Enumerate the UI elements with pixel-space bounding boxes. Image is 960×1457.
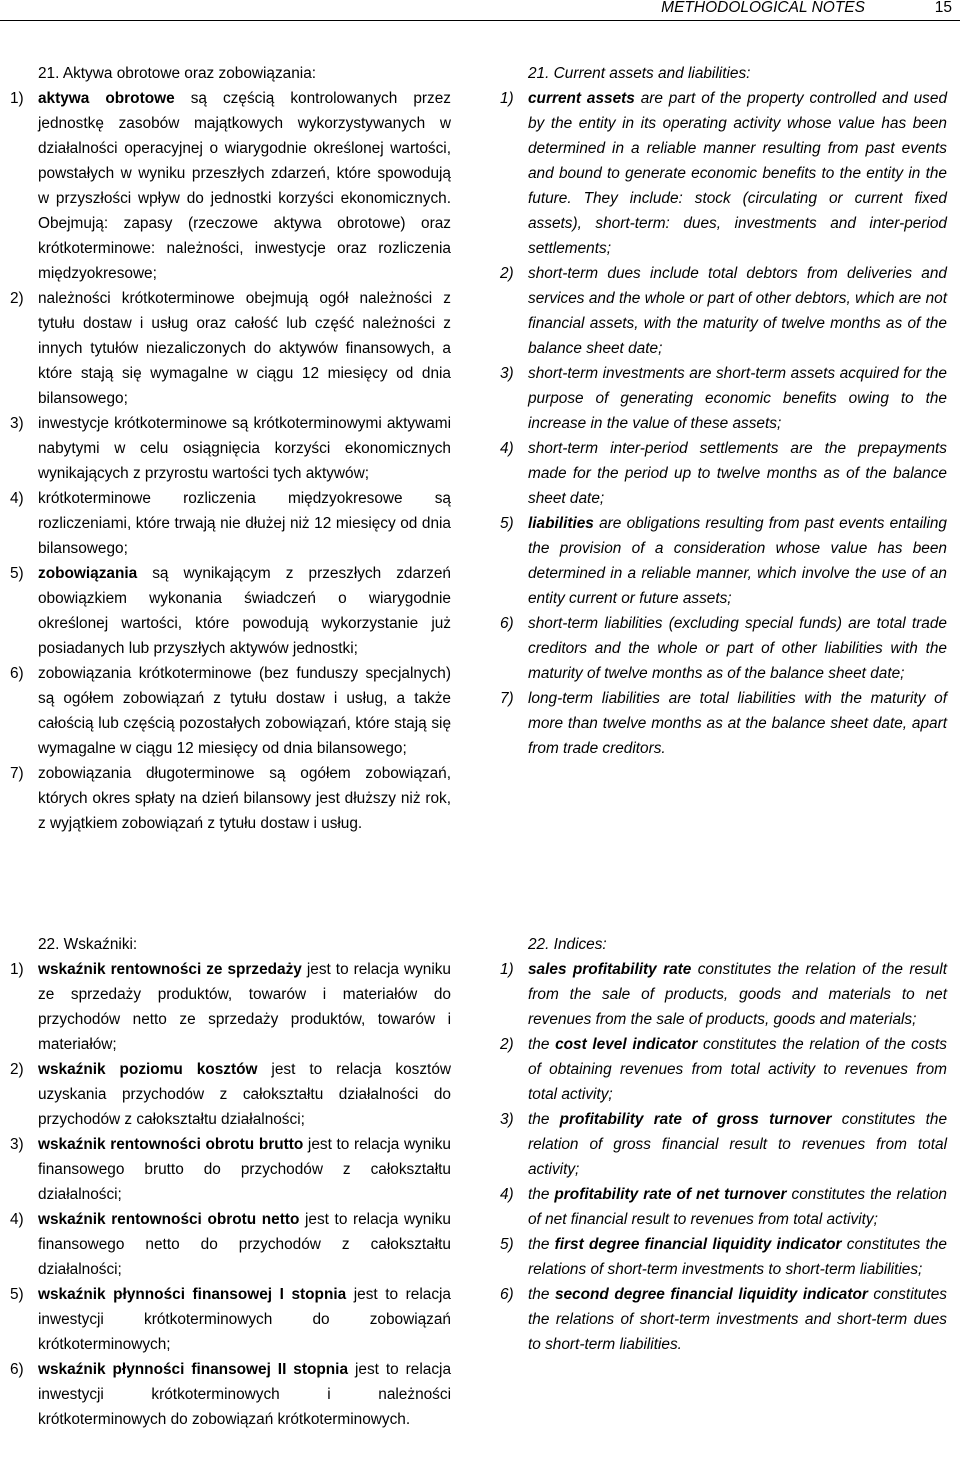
list-item <box>10 486 451 561</box>
section-heading: 21. Current assets and liabilities: <box>528 65 751 82</box>
item-number: 3) <box>10 1136 24 1153</box>
list-item <box>10 286 451 411</box>
item-number: 2) <box>500 1036 514 1053</box>
term: first degree financial liquidity indicator <box>554 1236 842 1253</box>
term: current assets <box>528 90 635 107</box>
item-text: short-term dues include total debtors from deliveries and services and the whole or part of other debtors, which are not financial assets, with the maturity of twelve months as of the balance sheet date; <box>528 265 947 357</box>
term: liabilities <box>528 515 594 532</box>
list-item <box>10 1207 451 1282</box>
definition: constitutes the relations of short-term investments to short-term liabilities; <box>528 1236 947 1278</box>
list-item <box>10 561 451 661</box>
item-text <box>528 86 947 261</box>
section-22-en <box>500 932 947 1357</box>
term: cost level indicator <box>555 1036 698 1053</box>
article: the <box>528 1036 556 1053</box>
list-item <box>500 86 947 261</box>
definition: constitutes the relation of gross financial result to revenues from total activity; <box>528 1111 948 1178</box>
definition: jest to relacja wyniku ze sprzedaży produktów, towarów i materiałów do przychodów netto ze sprzedaży produktów, towarów i materiałów; <box>38 961 451 1053</box>
article: the <box>528 1236 555 1253</box>
item-number: 6) <box>10 665 24 682</box>
item-number: 3) <box>500 1111 514 1128</box>
list-item <box>500 1032 947 1107</box>
item-text <box>528 957 947 1032</box>
term: wskaźnik płynności finansowej I stopnia <box>38 1286 347 1303</box>
list-item <box>500 1182 947 1232</box>
list-item <box>10 957 451 1057</box>
term: aktywa obrotowe <box>38 90 175 107</box>
definition: są częścią kontrolowanych przez jednostkę zasobów majątkowych wykorzystywanych w działalności operacyjnej o wiarygodnie określonej wartości, powstałych w wyniku przeszłych zdarzeń, które spowodują w przyszłości wpływ do jednostki korzyści ekonomicznych. Obejmują: zapasy (rzeczowe aktywa obrotowe) oraz krótkoterminowe: należności, inwestycje oraz rozliczenia międzyokresowe; <box>38 90 451 282</box>
item-text <box>38 1282 451 1357</box>
definition: jest to relacja kosztów uzyskania przychodów z całokształtu działalności do przychodów z całokształtu działalności; <box>38 1061 452 1128</box>
list-item <box>500 957 947 1032</box>
term: wskaźnik rentowności obrotu netto <box>38 1211 300 1228</box>
section-21-en <box>500 61 947 761</box>
item-text <box>38 1132 451 1207</box>
item-number: 4) <box>500 440 514 457</box>
item-text <box>528 1282 947 1357</box>
term: profitability rate of net turnover <box>554 1186 787 1203</box>
item-text: inwestycje krótkoterminowe są krótkoterminowymi aktywami nabytymi w celu osiągnięcia korzyści ekonomicznych wynikających z przyrostu wartości tych aktywów; <box>38 415 451 482</box>
article: the <box>528 1111 560 1128</box>
definition: are obligations resulting from past events entailing the provision of a consideration whose value has been determined in a reliable manner, which involve the use of an entity current or future assets; <box>528 515 947 607</box>
item-number: 6) <box>500 1286 514 1303</box>
item-text <box>38 957 451 1057</box>
list-item <box>500 261 947 361</box>
term: wskaźnik rentowności ze sprzedaży <box>38 961 302 978</box>
item-number: 6) <box>500 615 514 632</box>
term: wskaźnik poziomu kosztów <box>38 1061 258 1078</box>
list-item <box>10 661 451 761</box>
item-text <box>528 1107 947 1182</box>
section-21-pl <box>10 61 451 836</box>
item-text <box>528 1032 947 1107</box>
item-text: krótkoterminowe rozliczenia międzyokresowe są rozliczeniami, które trwają nie dłużej niż 12 miesięcy od dnia bilansowego; <box>38 490 451 557</box>
section-22-pl <box>10 932 451 1432</box>
item-number: 1) <box>500 90 514 107</box>
list-item <box>500 611 947 686</box>
definition: constitutes the relation of the result from the sale of products, goods and materials to net revenues from the sale of products, goods and materials; <box>528 961 947 1028</box>
item-text: należności krótkoterminowe obejmują ogół należności z tytułu dostaw i usług oraz całość lub część należności z innych tytułów niezaliczonych do aktywów finansowych, a które stają się wymagalne w ciągu 12 miesięcy od dnia bilansowego; <box>38 290 451 407</box>
list-item <box>500 1107 947 1182</box>
item-number: 1) <box>500 961 514 978</box>
term: second degree financial liquidity indicator <box>554 1286 868 1303</box>
section-heading: 22. Wskaźniki: <box>38 936 138 953</box>
item-number: 3) <box>500 365 514 382</box>
list-item <box>10 1057 451 1132</box>
section-heading: 21. Aktywa obrotowe oraz zobowiązania: <box>38 65 317 82</box>
item-text: short-term investments are short-term assets acquired for the purpose of generating economic benefits owing to the increase in the value of these assets; <box>528 365 947 432</box>
list-item <box>10 1282 451 1357</box>
term: wskaźnik płynności finansowej II stopnia <box>38 1361 349 1378</box>
page-number: 15 <box>934 0 952 16</box>
item-number: 5) <box>500 1236 514 1253</box>
item-text <box>38 561 451 661</box>
list-item <box>10 761 451 836</box>
list-item <box>500 686 947 761</box>
item-number: 2) <box>500 265 514 282</box>
article: the <box>528 1186 555 1203</box>
list-item <box>10 411 451 486</box>
item-text <box>528 511 947 611</box>
item-number: 4) <box>10 490 24 507</box>
list-item <box>10 86 451 286</box>
term: wskaźnik rentowności obrotu brutto <box>38 1136 304 1153</box>
item-text <box>528 1182 947 1232</box>
definition: jest to relacja inwestycji krótkoterminowych i należności krótkoterminowych do zobowiązań krótkoterminowych. <box>38 1361 451 1428</box>
item-number: 4) <box>500 1186 514 1203</box>
item-text <box>528 1232 947 1282</box>
item-text <box>38 1057 451 1132</box>
item-text: zobowiązania krótkoterminowe (bez funduszy specjalnych) są ogółem zobowiązań z tytułu dostaw i usług, a także całością lub częścią pozostałych zobowiązań, które stają się wymagalne w ciągu 12 miesięcy od dnia bilansowego; <box>38 665 451 757</box>
definition: jest to relacja wyniku finansowego netto do przychodów z całokształtu działalności; <box>38 1211 451 1278</box>
definition: są wynikającym z przeszłych zdarzeń obowiązkiem wykonania świadczeń o wiarygodnie określonej wartości, które powodują wykorzystanie już posiadanych lub przyszłych aktywów jednostki; <box>38 565 451 657</box>
term: profitability rate of gross turnover <box>559 1111 832 1128</box>
item-text: short-term inter-period settlements are the prepayments made for the period up to twelve months as of the balance sheet date; <box>528 440 947 507</box>
item-text <box>38 1207 451 1282</box>
running-title: METHODOLOGICAL NOTES <box>661 0 865 16</box>
list-item <box>10 1132 451 1207</box>
definition: jest to relacja wyniku finansowego brutto do przychodów z całokształtu działalności; <box>38 1136 451 1203</box>
item-number: 5) <box>10 565 24 582</box>
item-text <box>38 86 451 286</box>
item-number: 4) <box>10 1211 24 1228</box>
item-number: 7) <box>500 690 514 707</box>
definition: constitutes the relation of net financial result to revenues from total activity; <box>528 1186 947 1228</box>
definition: jest to relacja inwestycji krótkoterminowych do zobowiązań krótkoterminowych; <box>38 1286 451 1353</box>
item-number: 5) <box>10 1286 24 1303</box>
item-text: long-term liabilities are total liabilities with the maturity of more than twelve months as at the balance sheet date, apart from trade creditors. <box>528 690 947 757</box>
article: the <box>528 1286 555 1303</box>
definition: constitutes the relation of the costs of obtaining revenues from total activity to revenues from total activity; <box>528 1036 947 1103</box>
list-item <box>500 361 947 436</box>
list-item <box>500 1282 947 1357</box>
item-number: 6) <box>10 1361 24 1378</box>
list-item <box>10 1357 451 1432</box>
definition: constitutes the relations of short-term investments and short-term dues to short-term liabilities. <box>528 1286 947 1353</box>
list-item <box>500 436 947 511</box>
item-number: 5) <box>500 515 514 532</box>
list-item <box>500 1232 947 1282</box>
term: zobowiązania <box>38 565 138 582</box>
list-item <box>500 511 947 611</box>
item-text: short-term liabilities (excluding special funds) are total trade creditors and the whole or part of other liabilities with the maturity of twelve months as of the balance sheet date; <box>528 615 947 682</box>
item-number: 7) <box>10 765 24 782</box>
page-header <box>0 0 960 21</box>
item-number: 1) <box>10 961 24 978</box>
item-number: 2) <box>10 1061 24 1078</box>
item-number: 3) <box>10 415 24 432</box>
term: sales profitability rate <box>528 961 692 978</box>
definition: are part of the property controlled and used by the entity in its operating activity whose value has been determined in a reliable manner resulting from past events and bound to generate economic benefits to the entity in the future. They include: stock (circulating or current fixed assets), short-term: dues, investments and inter-period settlements; <box>528 90 947 257</box>
item-text <box>38 1357 451 1432</box>
item-text: zobowiązania długoterminowe są ogółem zobowiązań, których okres spłaty na dzień bilansowy jest dłuższy niż rok, z wyjątkiem zobowiązań z tytułu dostaw i usług. <box>38 765 451 832</box>
item-number: 1) <box>10 90 24 107</box>
section-heading: 22. Indices: <box>528 936 607 953</box>
item-number: 2) <box>10 290 24 307</box>
